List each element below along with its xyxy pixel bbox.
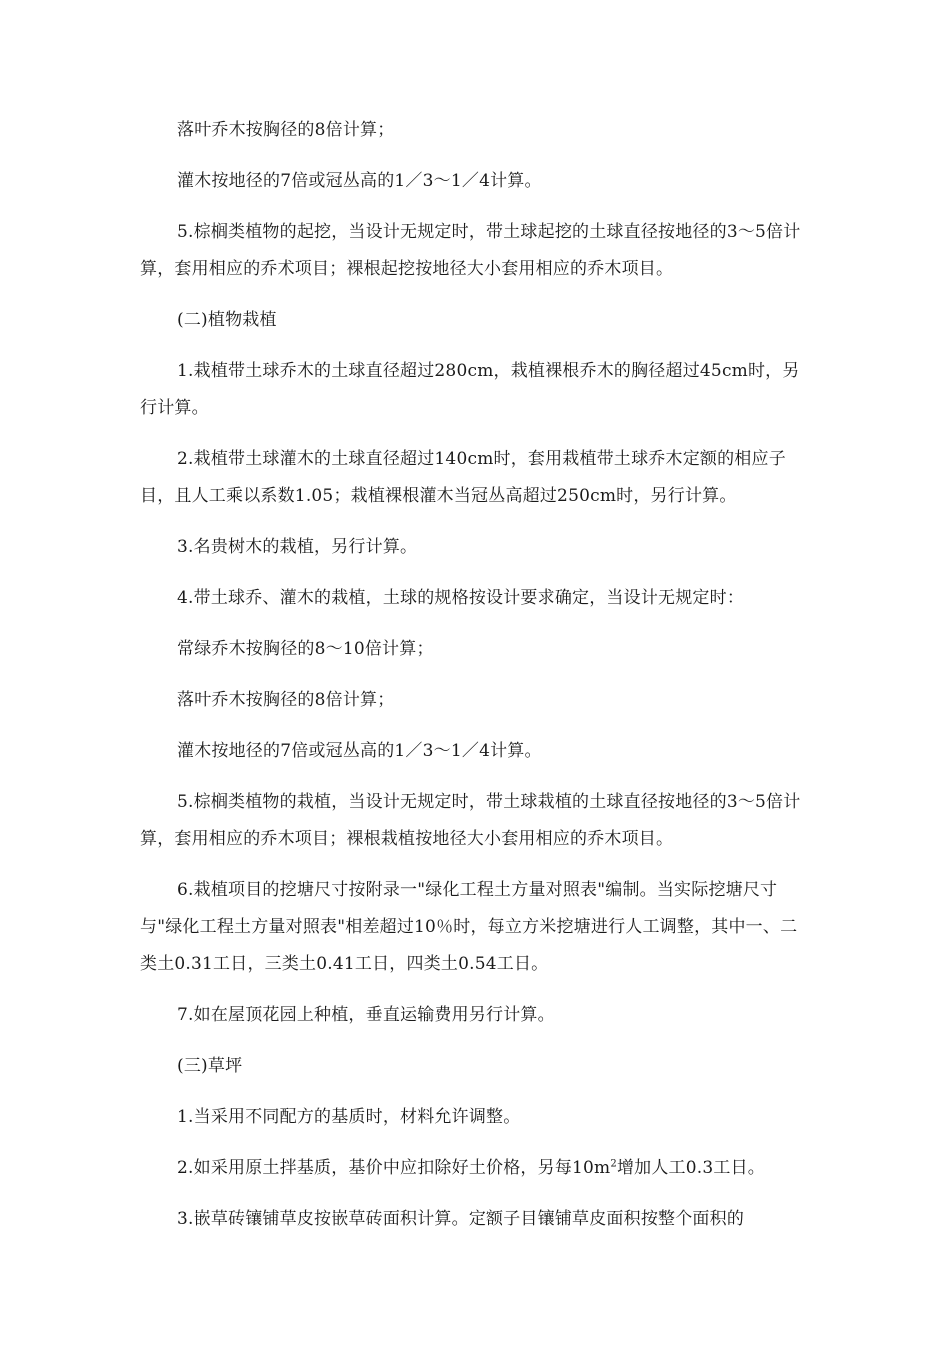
paragraph: 落叶乔木按胸径的8倍计算；: [177, 690, 395, 710]
paragraph: 6.栽植项目的挖塘尺寸按附录一"绿化工程土方量对照表"编制。当实际挖塘尺寸与"绿化工程土方量对照表"相差超过10％时，每立方米挖塘进行人工调整，其中一、二类土0.31工日，三类土0.41工日，四类土0.54工日。: [140, 880, 798, 974]
paragraph-text: 2.如采用原土拌基质，基价中应扣除好土价格，另每10m: [177, 1158, 611, 1178]
paragraph: 灌木按地径的7倍或冠丛高的1／3～1／4计算。: [177, 171, 542, 191]
superscript: 2: [610, 1158, 617, 1170]
paragraph-text: 增加人工0.3工日。: [616, 1158, 765, 1178]
paragraph: 5.棕榈类植物的起挖，当设计无规定时，带土球起挖的土球直径按地径的3～5倍计算，套用相应的乔术项目；裸根起挖按地径大小套用相应的乔木项目。: [140, 222, 801, 279]
paragraph: 5.棕榈类植物的栽植，当设计无规定时，带土球栽植的土球直径按地径的3～5倍计算，套用相应的乔木项目；裸根栽植按地径大小套用相应的乔木项目。: [140, 792, 801, 849]
section-heading: (三)草坪: [177, 1056, 243, 1076]
paragraph-with-superscript: [140, 1150, 812, 1187]
paragraph: 3.名贵树木的栽植，另行计算。: [177, 537, 418, 557]
paragraph: 常绿乔木按胸径的8～10倍计算；: [177, 639, 434, 659]
document-body: [140, 112, 812, 1252]
section-heading: (二)植物栽植: [177, 310, 277, 330]
paragraph: 灌木按地径的7倍或冠丛高的1／3～1／4计算。: [177, 741, 542, 761]
paragraph: 2.栽植带土球灌木的土球直径超过140cm时，套用栽植带土球乔木定额的相应子目，且人工乘以系数1.05；栽植裸根灌木当冠丛高超过250cm时，另行计算。: [140, 449, 786, 506]
paragraph: 3.嵌草砖镶铺草皮按嵌草砖面积计算。定额子目镶铺草皮面积按整个面积的: [177, 1209, 745, 1229]
paragraph: 4.带土球乔、灌木的栽植，土球的规格按设计要求确定，当设计无规定时：: [177, 588, 745, 608]
paragraph: 落叶乔木按胸径的8倍计算；: [177, 120, 395, 140]
paragraph: 7.如在屋顶花园上种植，垂直运输费用另行计算。: [177, 1005, 555, 1025]
paragraph: 1.栽植带土球乔木的土球直径超过280cm，栽植裸根乔木的胸径超过45cm时，另行计算。: [140, 361, 800, 418]
paragraph: 1.当采用不同配方的基质时，材料允许调整。: [177, 1107, 521, 1127]
